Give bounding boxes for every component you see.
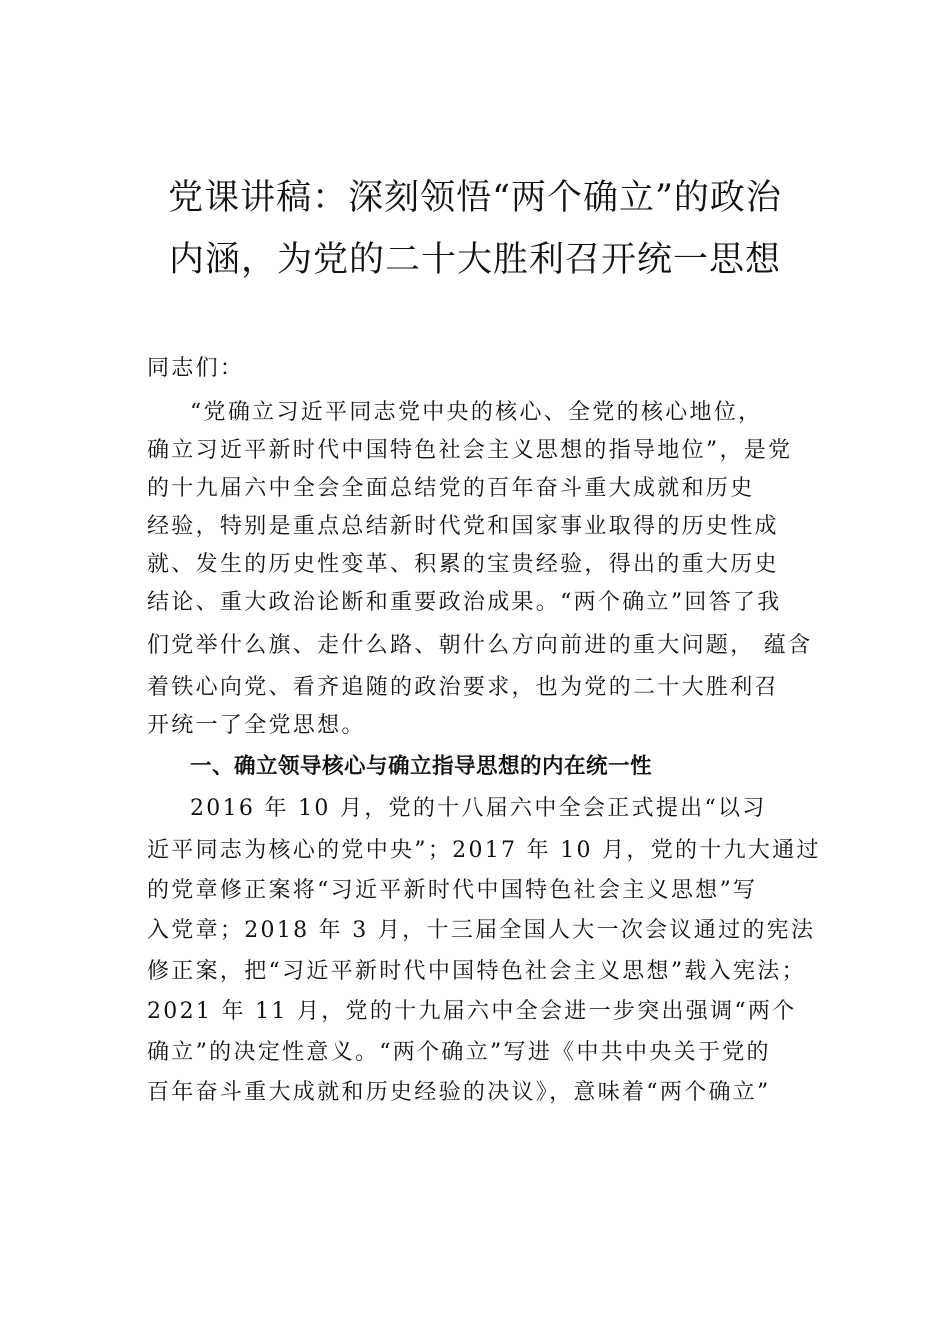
paragraph-2-line-8: 百年奋斗重大成就和历史经验的决议》，意味着“两个确立”	[147, 1080, 771, 1105]
paragraph-1-line-9: 开统一了全党思想。	[147, 713, 366, 738]
paragraph-1-line-1: “党确立习近平同志党中央的核心、全党的核心地位，	[190, 400, 763, 425]
paragraph-2-line-3: 的党章修正案将“习近平新时代中国特色社会主义思想”写	[147, 878, 758, 903]
paragraph-1-line-7: 们党举什么旗、走什么路、朝什么方向前进的重大问题， 蕴含	[147, 633, 813, 658]
paragraph-1-line-5: 就、发生的历史性变革、积累的宝贵经验，得出的重大历史	[147, 552, 779, 577]
paragraph-2-line-2: 近平同志为核心的党中央”；2017 年 10 月，党的十九大通过	[147, 838, 821, 863]
paragraph-2-line-5: 修正案，把“习近平新时代中国特色社会主义思想”载入宪法；	[147, 959, 806, 984]
paragraph-2-line-4: 入党章；2018 年 3 月，十三届全国人大一次会议通过的宪法	[147, 918, 816, 943]
paragraph-2-line-6: 2021 年 11 月，党的十九届六中全会进一步突出强调“两个	[147, 999, 797, 1024]
paragraph-1-line-2: 确立习近平新时代中国特色社会主义思想的指导地位”，是党	[147, 438, 793, 463]
paragraph-1-line-8: 着铁心向党、看齐追随的政治要求，也为党的二十大胜利召	[147, 675, 779, 700]
document-title-line-1: 党课讲稿：深刻领悟“两个确立”的政治	[168, 178, 782, 218]
paragraph-2-line-7: 确立”的决定性意义。“两个确立”写进《中共中央关于党的	[147, 1040, 771, 1065]
paragraph-1-line-3: 的十九届六中全会全面总结党的百年奋斗重大成就和历史	[147, 476, 755, 501]
salutation: 同志们：	[147, 356, 245, 381]
paragraph-1-line-6: 结论、重大政治论断和重要政治成果。“两个确立”回答了我	[147, 590, 782, 615]
document-title-line-2: 内涵，为党的二十大胜利召开统一思想	[168, 240, 781, 280]
section-1-heading: 一、确立领导核心与确立指导思想的内在统一性	[190, 754, 653, 779]
paragraph-2-line-1: 2016 年 10 月，党的十八届六中全会正式提出“以习	[190, 796, 767, 821]
paragraph-1-line-4: 经验，特别是重点总结新时代党和国家事业取得的历史性成	[147, 514, 779, 539]
